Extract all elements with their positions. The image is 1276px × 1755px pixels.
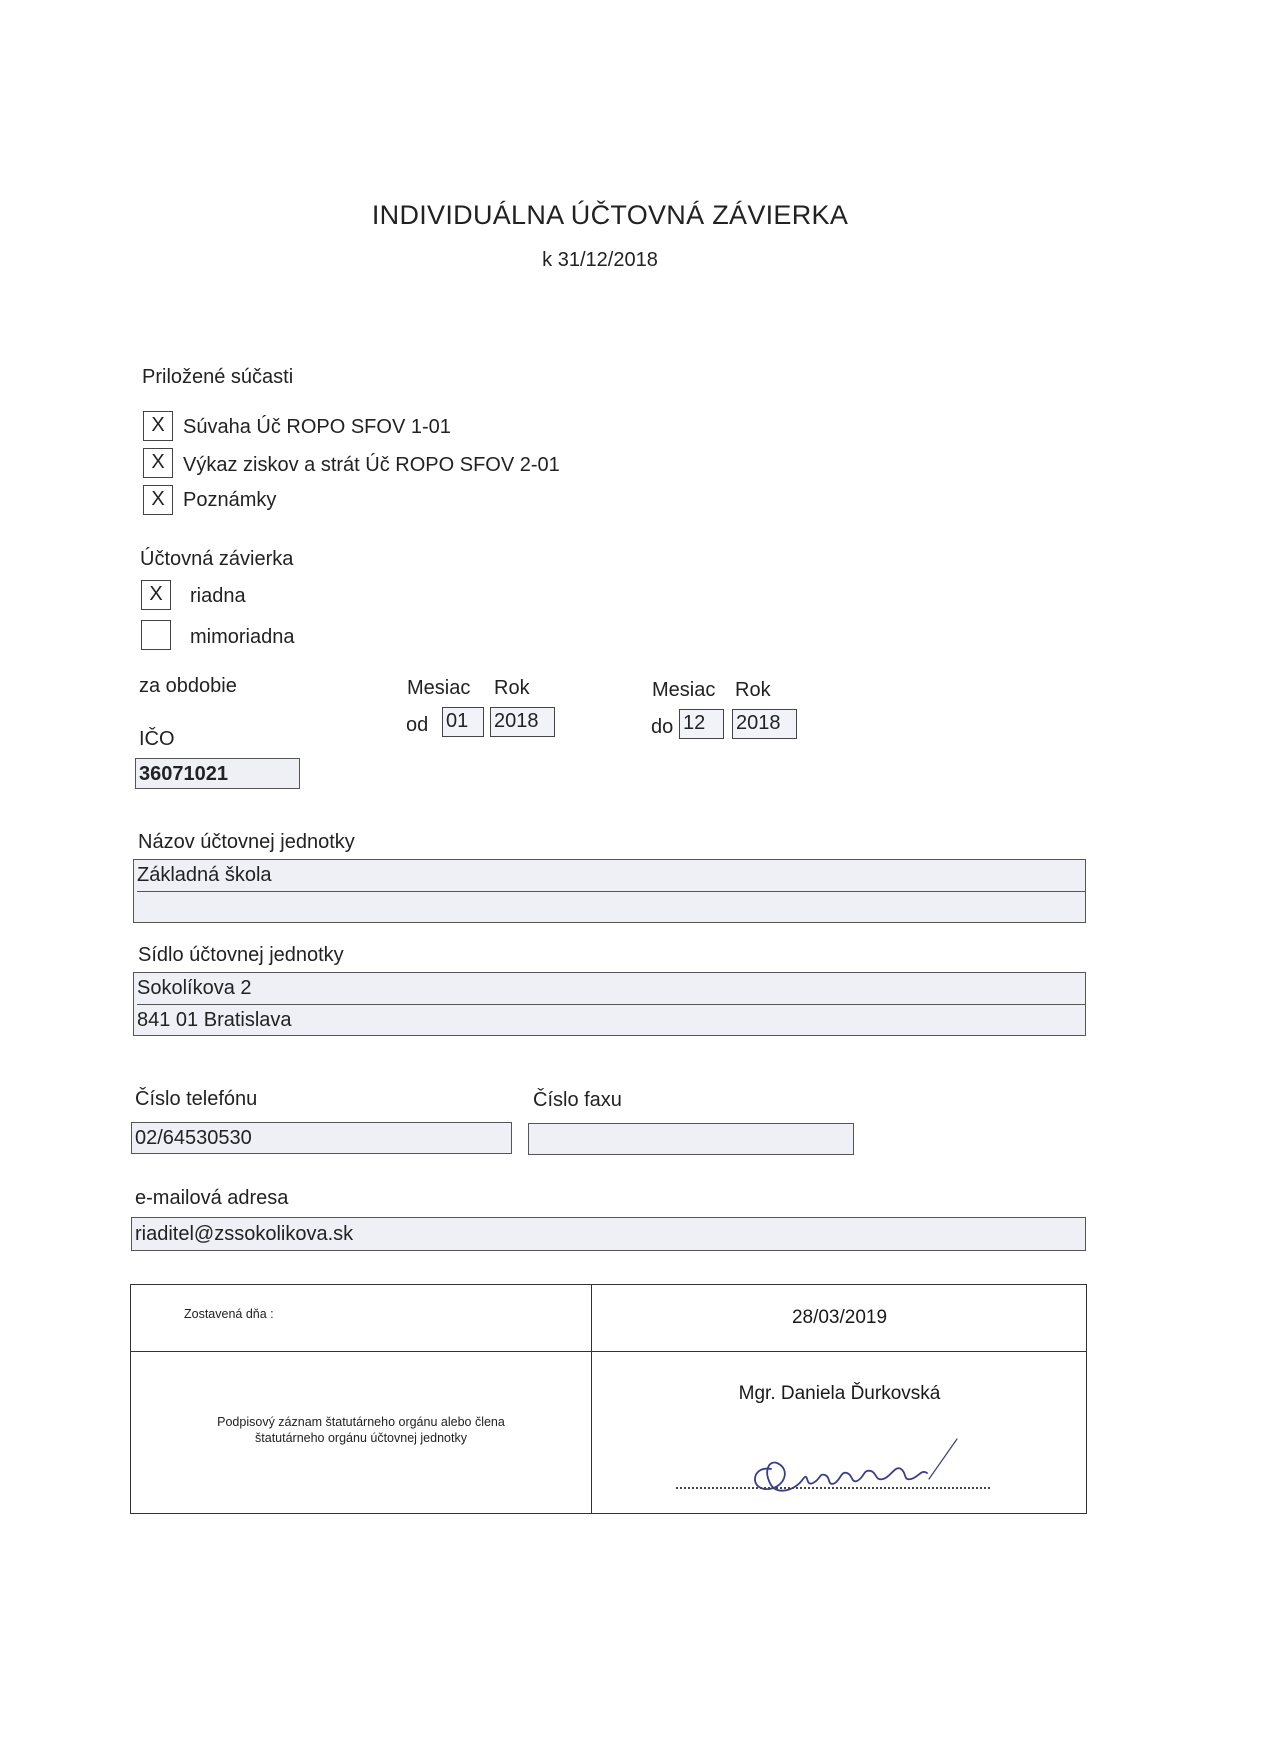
- email-label: e-mailová adresa: [135, 1187, 289, 1209]
- ico-label: IČO: [139, 728, 175, 750]
- entity-address-line-2[interactable]: 841 01 Bratislava: [137, 1009, 292, 1031]
- statement-extraordinary-checkbox[interactable]: [141, 620, 171, 650]
- signature-dotted-line: [676, 1487, 990, 1489]
- entity-address-line-1[interactable]: Sokolíkova 2: [137, 973, 1085, 1005]
- compiled-date-value: 28/03/2019: [791, 1307, 888, 1328]
- attached-notes-checkbox[interactable]: X: [143, 485, 173, 515]
- fax-field[interactable]: [528, 1123, 854, 1155]
- entity-name-line-2[interactable]: [137, 892, 1085, 923]
- from-month-heading: Mesiac: [407, 677, 471, 699]
- attached-balance-sheet-label: Súvaha Úč ROPO SFOV 1-01: [183, 416, 451, 438]
- signature-table-row-divider: [131, 1351, 1086, 1352]
- handwritten-signature: [711, 1435, 1041, 1505]
- entity-name-line-1[interactable]: Základná škola: [137, 860, 1085, 892]
- signature-table: [130, 1284, 1087, 1514]
- phone-label: Číslo telefónu: [135, 1088, 258, 1110]
- signatory-name: Mgr. Daniela Ďurkovská: [738, 1383, 941, 1404]
- entity-address-label: Sídlo účtovnej jednotky: [138, 944, 344, 966]
- fax-label: Číslo faxu: [533, 1089, 622, 1111]
- to-year-heading: Rok: [735, 679, 771, 701]
- phone-field[interactable]: 02/64530530: [131, 1122, 512, 1154]
- document-date: k 31/12/2018: [542, 249, 658, 271]
- compiled-date-label: Zostavená dňa :: [184, 1307, 274, 1321]
- to-month-heading: Mesiac: [652, 679, 716, 701]
- email-field[interactable]: riaditel@zssokolikova.sk: [131, 1217, 1086, 1251]
- signature-label-line-1: Podpisový záznam štatutárneho orgánu alebo člena: [217, 1415, 505, 1429]
- entity-name-field[interactable]: [133, 859, 1086, 923]
- statement-type-heading: Účtovná závierka: [140, 548, 294, 570]
- to-label: do: [651, 716, 674, 738]
- entity-name-label: Názov účtovnej jednotky: [138, 831, 355, 853]
- from-label: od: [406, 714, 429, 736]
- statement-extraordinary-label: mimoriadna: [190, 626, 295, 648]
- from-year-field[interactable]: 2018: [490, 707, 555, 737]
- statement-regular-checkbox[interactable]: X: [141, 580, 171, 610]
- attached-income-statement-label: Výkaz ziskov a strát Úč ROPO SFOV 2-01: [183, 454, 560, 476]
- document-title: INDIVIDUÁLNA ÚČTOVNÁ ZÁVIERKA: [371, 200, 849, 230]
- to-month-field[interactable]: 12: [679, 709, 724, 739]
- period-label: za obdobie: [139, 675, 237, 697]
- ico-field[interactable]: 36071021: [135, 758, 300, 789]
- attached-balance-sheet-checkbox[interactable]: X: [143, 411, 173, 441]
- attached-parts-heading: Priložené súčasti: [142, 366, 294, 388]
- attached-notes-label: Poznámky: [183, 489, 277, 511]
- attached-income-statement-checkbox[interactable]: X: [143, 448, 173, 478]
- entity-address-field[interactable]: [133, 972, 1086, 1036]
- to-year-field[interactable]: 2018: [732, 709, 797, 739]
- from-month-field[interactable]: 01: [442, 707, 484, 737]
- from-year-heading: Rok: [494, 677, 530, 699]
- statement-regular-label: riadna: [190, 585, 246, 607]
- signature-label-line-2: štatutárneho orgánu účtovnej jednotky: [255, 1431, 467, 1445]
